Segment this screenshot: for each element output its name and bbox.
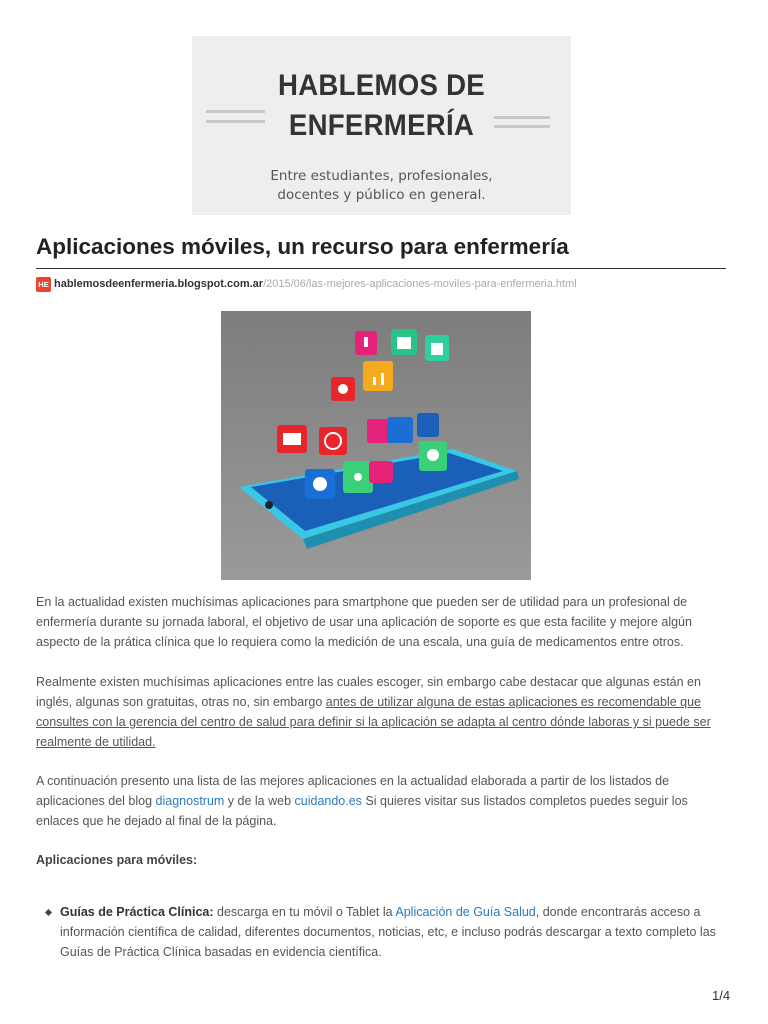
source-path: /2015/06/las-mejores-aplicaciones-moviles-para-enfermeria.html [263,278,577,290]
bullet-icon [45,909,52,916]
source-domain: hablemosdeenfermeria.blogspot.com.ar [54,278,264,290]
section-heading: Aplicaciones para móviles: [36,853,198,867]
apps-list [36,902,716,962]
diagnostrum-link[interactable]: diagnostrum [155,794,225,808]
tablet-apps-illustration [221,311,531,580]
list-item-text-pre: descarga en tu móvil o Tablet la [213,905,396,919]
hero-image [221,311,531,580]
paragraph-sources-text-start: A continuación presento una lista de las mejores aplicaciones en la actualidad elaborada a partir de los listados de aplicaciones del blog [36,774,670,808]
paragraph-recommendation [36,672,726,752]
banner-subtitle-line1: Entre estudiantes, profesionales, [270,168,493,184]
list-item-text-post: , donde encontrarás acceso a información científica de calidad, diferentes documentos, noticias, etc, e incluso podrás descargar a texto completo las Guías de Práctica Clínica basadas en evidencia científica. [60,905,716,959]
banner-title-line2: ENFERMERÍA [288,109,475,142]
page-number: 1/4 [712,988,731,1003]
guia-salud-link[interactable]: Aplicación de Guía Salud [395,905,536,919]
list-item [36,902,716,962]
list-item-title: Guías de Práctica Clínica: [60,905,214,919]
blog-banner [192,36,571,215]
paragraph-sources [36,771,726,831]
post-title: Aplicaciones móviles, un recurso para enfermería [36,234,569,259]
banner-subtitle [192,167,571,205]
paragraph-sources-text-mid: y de la web [224,794,295,808]
banner-title-line1: HABLEMOS DE [278,69,485,102]
paragraph-sources-text-end: Si quieres visitar sus listados completos puedes seguir los enlaces que he dejado al final de la página. [36,794,688,828]
title-divider [36,268,726,269]
banner-subtitle-line2: docentes y público en general. [277,187,486,203]
site-favicon-icon: HE [36,277,51,292]
paragraph-recommendation-text: Realmente existen muchísimas aplicaciones entre las cuales escoger, sin embargo cabe destacar que algunas están en inglés, algunas son gratuitas, otras no, sin embargo [36,675,701,709]
banner-title [207,66,556,146]
recommendation-underlined-text: antes de utilizar alguna de estas aplicaciones es recomendable que consultes con la gerencia del centro de salud para definir si la aplicación se adapta al centro dónde laboras y si puede ser realmente de utilidad. [36,695,711,749]
intro-paragraph: En la actualidad existen muchísimas aplicaciones para smartphone que pueden ser de utilidad para un profesional de enfermería durante su jornada laboral, el objetivo de usar una aplicación de soporte es que esta facilite y mejore algún aspecto de la prática clínica que lo requiera como la medición de una escala, una guía de medicamentos entre otros. [36,595,692,649]
source-url[interactable] [54,276,577,292]
cuidando-link[interactable]: cuidando.es [294,794,362,808]
